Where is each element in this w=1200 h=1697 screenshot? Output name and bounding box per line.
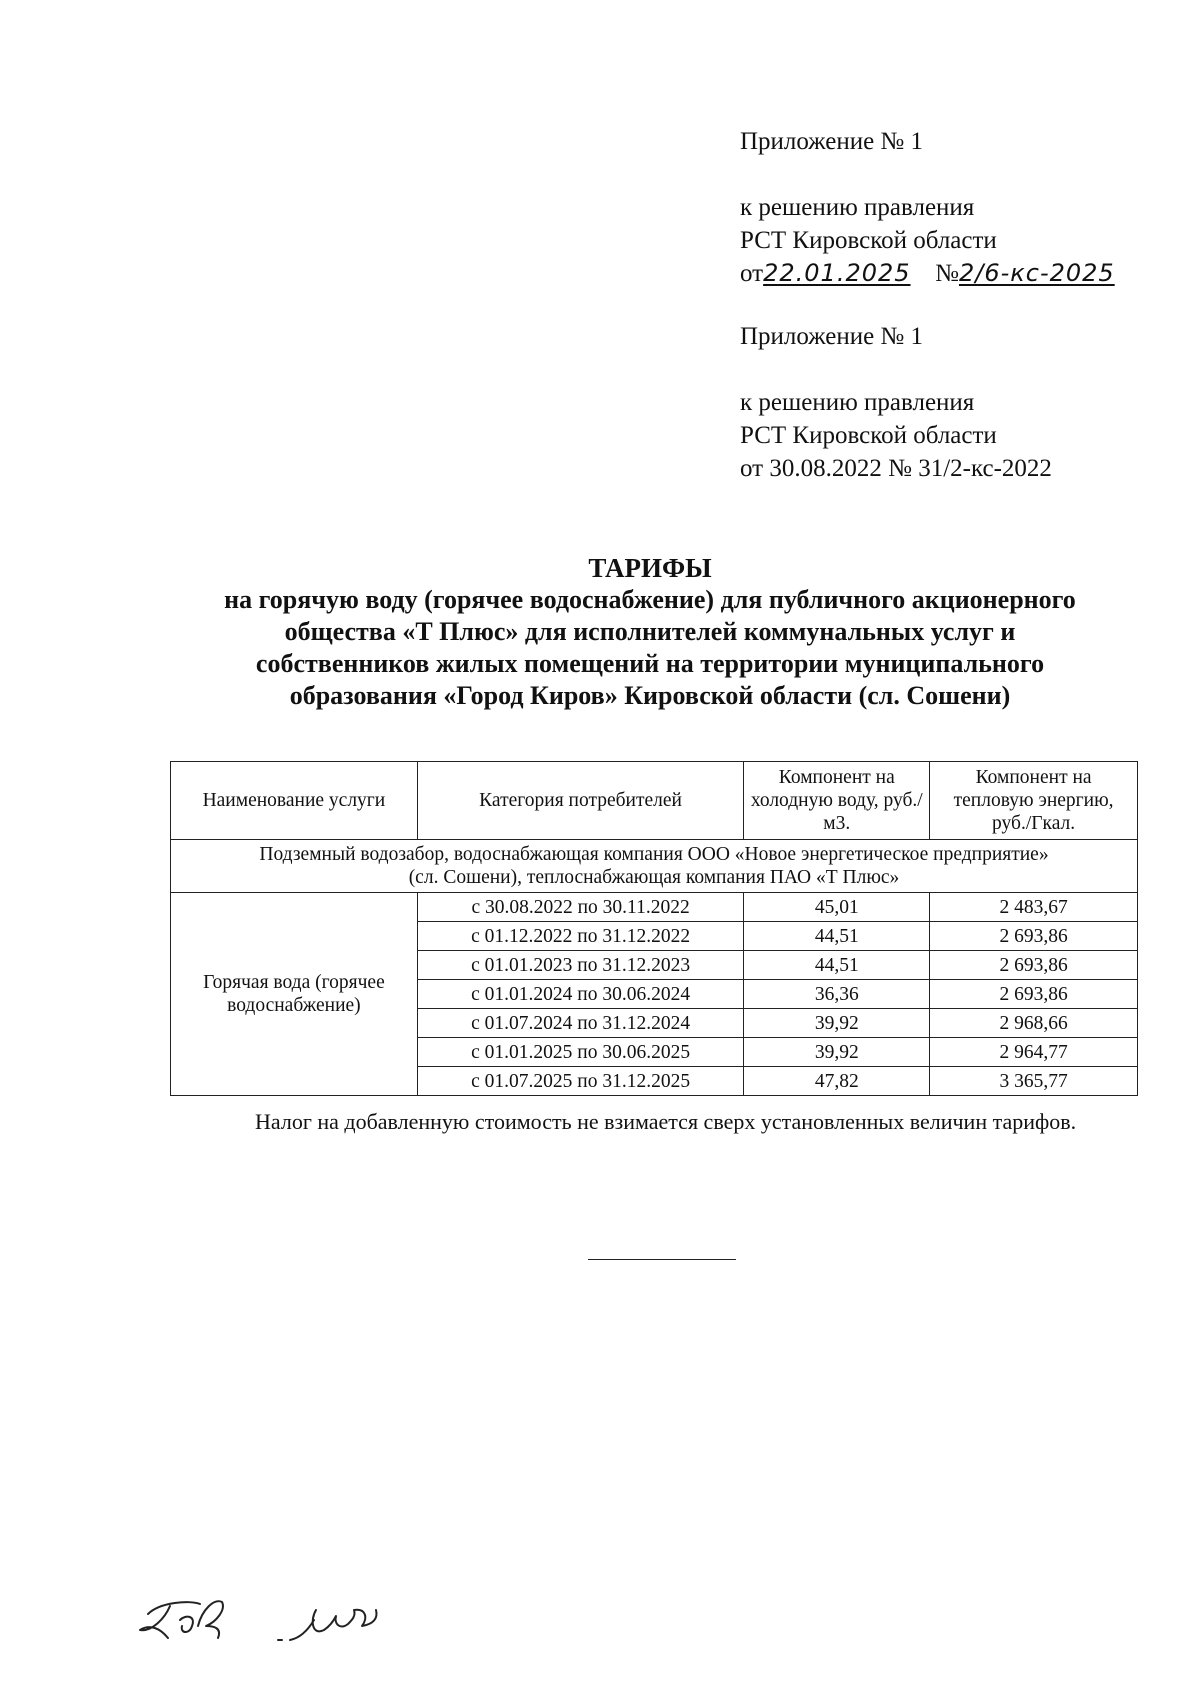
period-cell: с 01.07.2024 по 31.12.2024 xyxy=(417,1009,744,1038)
header-service: Наименование услуги xyxy=(171,762,418,840)
handwritten-signatures xyxy=(130,1580,430,1660)
title-line2: общества «Т Плюс» для исполнителей коммунальных услуг и xyxy=(284,617,1016,646)
cold-water-cell: 36,36 xyxy=(744,980,930,1009)
title-line3: собственников жилых помещений на территории муниципального xyxy=(255,649,1045,678)
section-line1: Подземный водозабор, водоснабжающая компания ООО «Новое энергетическое предприятие» xyxy=(259,844,1049,865)
period-cell: с 30.08.2022 по 30.11.2022 xyxy=(417,893,744,922)
title-main: ТАРИФЫ xyxy=(588,553,712,583)
heat-energy-cell: 2 964,77 xyxy=(930,1038,1138,1067)
decision-date-line-previous: от 30.08.2022 № 31/2-кс-2022 xyxy=(740,455,1052,482)
heat-energy-cell: 3 365,77 xyxy=(930,1067,1138,1096)
cold-water-cell: 39,92 xyxy=(744,1038,930,1067)
heat-energy-cell: 2 968,66 xyxy=(930,1009,1138,1038)
period-cell: с 01.07.2025 по 31.12.2025 xyxy=(417,1067,744,1096)
section-row xyxy=(171,840,1138,893)
decision-line1: к решению правления xyxy=(740,194,975,221)
decision-date-line xyxy=(740,257,1115,290)
decision-line2: РСТ Кировской области xyxy=(740,227,997,254)
table-header-row xyxy=(171,762,1138,840)
period-cell: с 01.01.2025 по 30.06.2025 xyxy=(417,1038,744,1067)
date-prefix: от xyxy=(740,260,764,287)
signature-mark-2 xyxy=(290,1610,376,1640)
appendix-title-previous: Приложение № 1 xyxy=(740,323,924,350)
appendix-title: Приложение № 1 xyxy=(740,128,924,155)
heat-energy-cell: 2 693,86 xyxy=(930,922,1138,951)
header-current xyxy=(740,125,1115,290)
vat-note: Налог на добавленную стоимость не взимается сверх установленных величин тарифов. xyxy=(255,1109,1077,1134)
section-line2: (сл. Сошени), теплоснабжающая компания ПАО «Т Плюс» xyxy=(408,867,900,888)
handwritten-number: 2/6-кс-2025 xyxy=(958,259,1115,287)
cold-water-cell: 44,51 xyxy=(744,951,930,980)
tariffs-table xyxy=(170,761,1138,1096)
signature-mark-1 xyxy=(140,1601,223,1638)
period-cell: с 01.12.2022 по 31.12.2022 xyxy=(417,922,744,951)
title-line4: образования «Город Киров» Кировской области (сл. Сошени) xyxy=(289,681,1011,710)
period-cell: с 01.01.2023 по 31.12.2023 xyxy=(417,951,744,980)
closing-rule xyxy=(588,1259,736,1260)
heat-energy-cell: 2 693,86 xyxy=(930,951,1138,980)
cold-water-cell: 39,92 xyxy=(744,1009,930,1038)
decision-line2-previous: РСТ Кировской области xyxy=(740,422,997,449)
period-cell: с 01.01.2024 по 30.06.2024 xyxy=(417,980,744,1009)
table-row xyxy=(171,893,1138,922)
number-prefix: № xyxy=(935,260,959,287)
header-category: Категория потребителей xyxy=(417,762,744,840)
section-cell xyxy=(171,840,1138,893)
cold-water-cell: 44,51 xyxy=(744,922,930,951)
heat-energy-cell: 2 693,86 xyxy=(930,980,1138,1009)
heat-energy-cell: 2 483,67 xyxy=(930,893,1138,922)
cold-water-cell: 47,82 xyxy=(744,1067,930,1096)
title-line1: на горячую воду (горячее водоснабжение) для публичного акционерного xyxy=(224,585,1076,614)
header-heat-energy: Компонент на тепловую энергию, руб./Гкал. xyxy=(930,762,1138,840)
cold-water-cell: 45,01 xyxy=(744,893,930,922)
handwritten-date: 22.01.2025 xyxy=(763,259,911,287)
document-title xyxy=(150,552,1150,712)
header-previous xyxy=(740,320,1052,485)
decision-line1-previous: к решению правления xyxy=(740,389,975,416)
service-name-cell: Горячая вода (горячее водоснабжение) xyxy=(171,893,418,1096)
header-cold-water: Компонент на холодную воду, руб./м3. xyxy=(744,762,930,840)
